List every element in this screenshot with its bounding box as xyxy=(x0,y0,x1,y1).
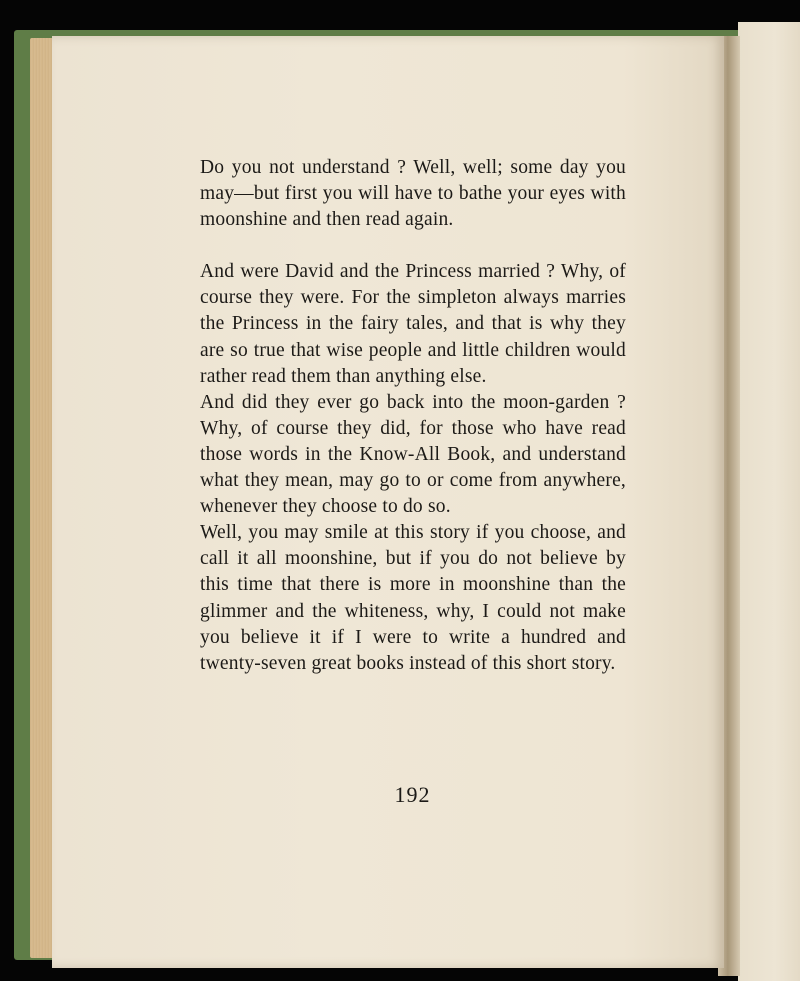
page-number: 192 xyxy=(394,782,431,807)
paragraph-3: And did they ever go back into the moon-garden ? Why, of course they did, for those who have read those words in the Know-All Book, and understand what they mean, may go to or come from anywhere, whenever they choose to do so. xyxy=(200,391,626,518)
facing-page-edge xyxy=(738,22,800,981)
paragraph-1: Do you not understand ? Well, well; some day you may—but first you will have to bathe your eyes with moonshine and then read again. xyxy=(200,157,626,231)
page-text xyxy=(200,155,626,677)
paragraph-4: Well, you may smile at this story if you choose, and call it all moonshine, but if you do not believe by this time that there is more in moonshine than the glimmer and the whiteness, why, I could not make you believe it if I were to write a hundred and twenty-seven great books instead of this short story. xyxy=(200,522,626,674)
paragraph-gap xyxy=(200,233,626,259)
paragraph-2: And were David and the Princess married ? Why, of course they were. For the simpleton always marries the Princess in the fairy tales, and that is why they are so true that wise people and little children would rather read them than anything else. xyxy=(200,261,626,387)
